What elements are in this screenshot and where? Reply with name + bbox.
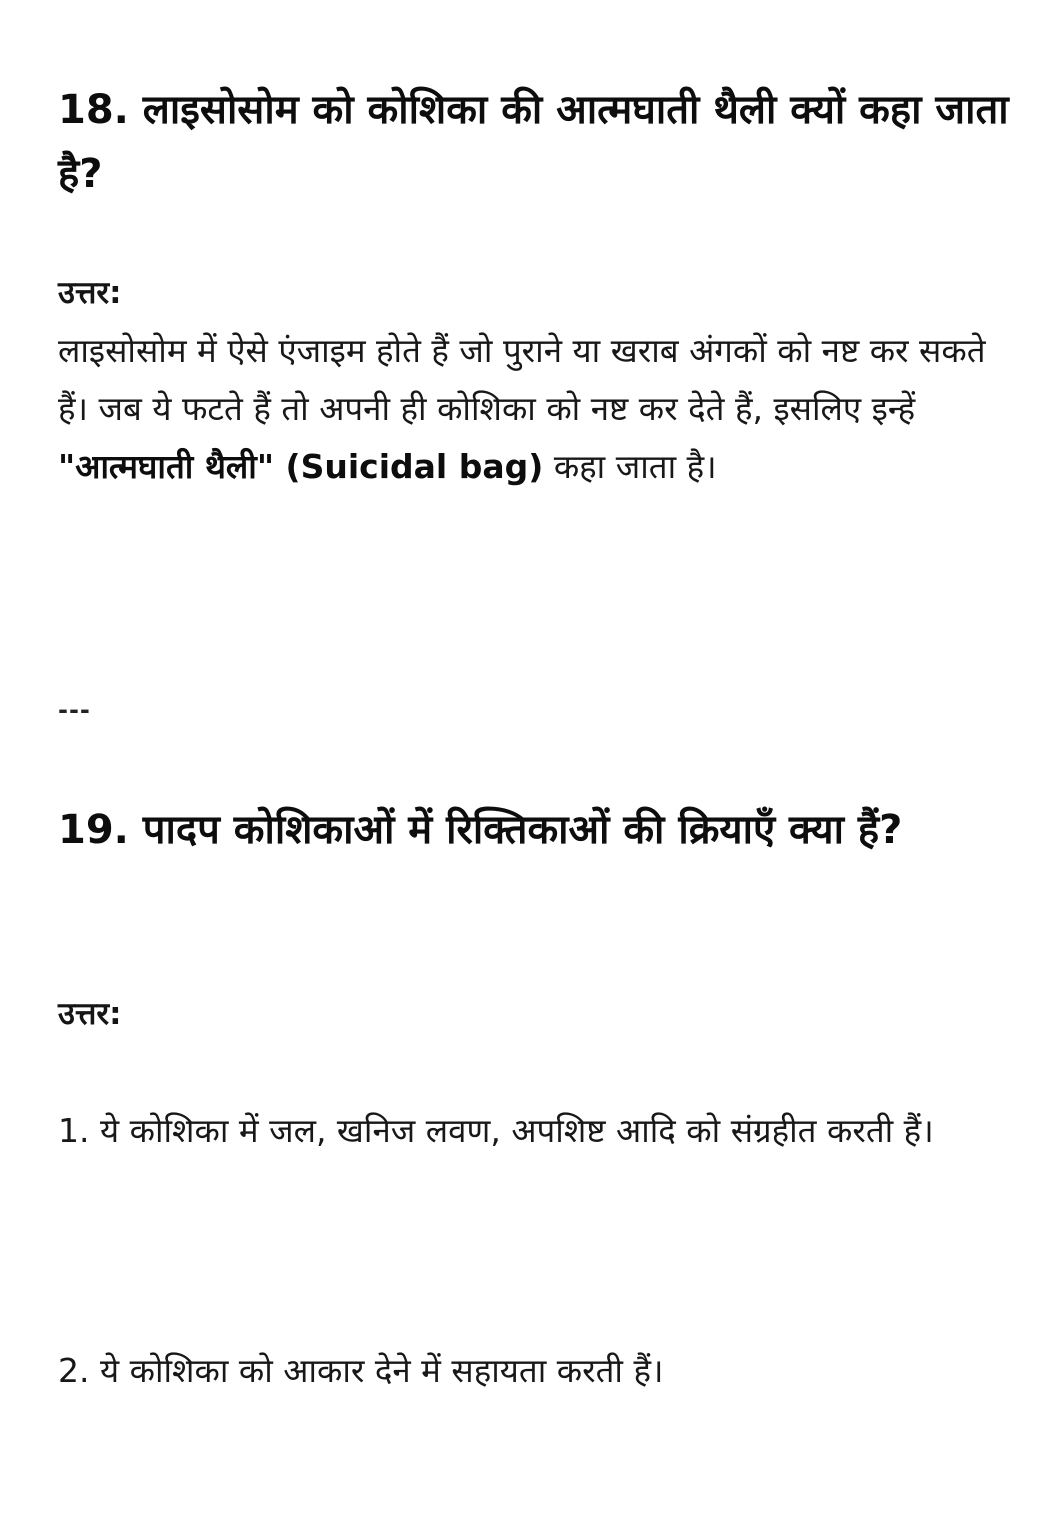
question-19-title: 19. पादप कोशिकाओं में रिक्तिकाओं की क्रियाएँ क्या हैं?	[58, 807, 903, 853]
answer-text-part-1: लाइसोसोम में ऐसे एंजाइम होते हैं जो पुराने या खराब अंगकों को नष्ट कर सकते हैं। जब ये फटते हैं तो अपनी ही कोशिका को नष्ट कर देते हैं, इसलिए इन्हें	[58, 331, 986, 428]
question-18-answer	[58, 322, 1008, 496]
answer-text-part-2: कहा जाता है।	[543, 447, 717, 486]
question-19-answer-label: उत्तर:	[58, 996, 122, 1032]
answer-point-1: 1. ये कोशिका में जल, खनिज लवण, अपशिष्ट आदि को संग्रहीत करती हैं।	[58, 1111, 934, 1150]
answer-bold-term: "आत्मघाती थैली" (Suicidal bag)	[58, 447, 544, 486]
question-18-answer-label: उत्तर:	[58, 275, 122, 311]
question-18-title: 18. लाइसोसोम को कोशिका की आत्मघाती थैली क्यों कहा जाता है?	[58, 87, 1009, 197]
section-separator: ---	[58, 696, 91, 724]
answer-point-2: 2. ये कोशिका को आकार देने में सहायता करती हैं।	[58, 1351, 664, 1390]
